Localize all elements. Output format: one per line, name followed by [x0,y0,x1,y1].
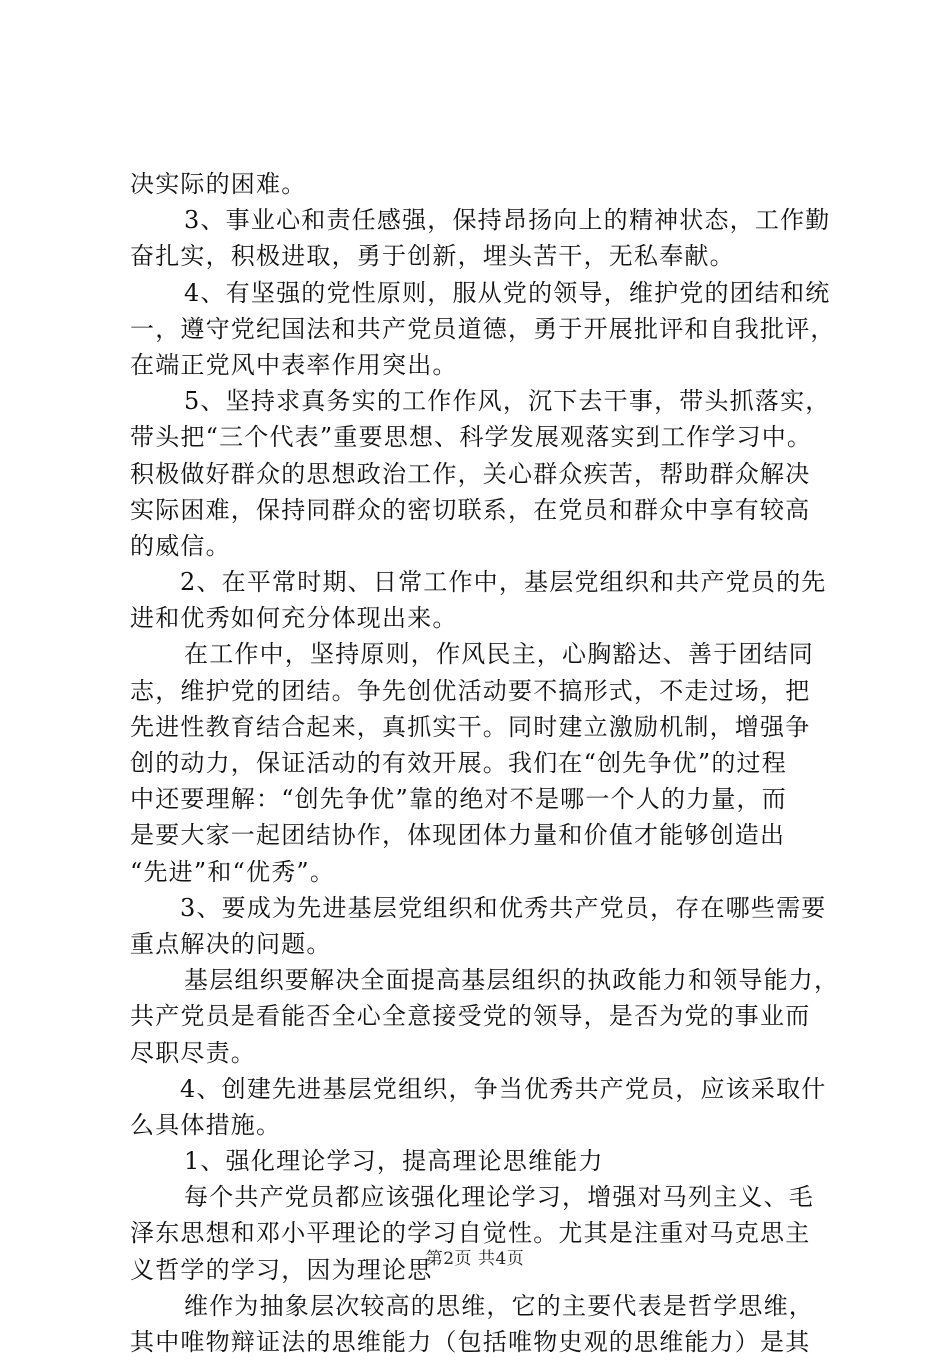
text-line-18: 中还要理解：“创先争优”靠的绝对不是哪一个人的力量，而 [130,785,787,814]
text-line-2: 3、事业心和责任感强，保持昂扬向上的精神状态，工作勤 [184,206,831,235]
text-line-31: 义哲学的学习，因为理论思 [130,1255,433,1284]
text-line-10: 实际困难，保持同群众的密切联系，在党员和群众中享有较高 [130,495,811,524]
page-footer: 第2页 共4页 [425,1249,525,1269]
text-line-33: 其中唯物辩证法的思维能力（包括唯物史观的思维能力）是其 [130,1328,811,1356]
document-body [130,166,840,1360]
text-line-20: “先进”和“优秀”。 [130,857,336,886]
text-line-11: 的威信。 [130,531,231,560]
text-line-9: 积极做好群众的思想政治工作，关心群众疾苦，帮助群众解决 [130,459,811,488]
text-line-14: 在工作中，坚持原则，作风民主，心胸豁达、善于团结同 [184,640,814,669]
text-line-15: 志，维护党的团结。争先创优活动要不搞形式，不走过场，把 [130,676,811,705]
text-line-30: 泽东思想和邓小平理论的学习自觉性。尤其是注重对马克思主 [130,1219,811,1248]
text-line-17: 创的动力，保证活动的有效开展。我们在“创先争优”的过程 [130,749,787,777]
text-line-19: 是要大家一起团结协作，体现团体力量和价值才能够创造出 [130,821,786,850]
text-line-21: 3、要成为先进基层党组织和优秀共产党员，存在哪些需要 [180,893,827,922]
text-line-24: 共产党员是看能否全心全意接受党的领导，是否为党的事业而 [130,1002,811,1031]
text-line-3: 奋扎实，积极进取，勇于创新，埋头苦干，无私奉献。 [130,242,735,271]
text-line-16: 先进性教育结合起来，真抓实干。同时建立激励机制，增强争 [130,712,811,741]
text-line-22: 重点解决的问题。 [130,929,332,958]
text-line-6: 在端正党风中表率作用突出。 [130,350,458,379]
text-line-7: 5、坚持求真务实的工作作风，沉下去干事，带头抓落实， [184,387,831,416]
text-line-5: 一，遵守党纪国法和共产党员道德，勇于开展批评和自我批评， [130,314,836,343]
text-line-23: 基层组织要解决全面提高基层组织的执政能力和领导能力， [184,966,840,995]
text-line-32: 维作为抽象层次较高的思维，它的主要代表是哲学思维， [184,1291,814,1320]
text-line-8: 带头把“三个代表”重要思想、科学发展观落实到工作学习中。 [130,423,813,452]
text-line-25: 尽职尽责。 [130,1038,256,1067]
text-line-29: 每个共产党员都应该强化理论学习，增强对马列主义、毛 [184,1183,814,1212]
text-line-1: 决实际的困难。 [130,170,307,198]
text-line-27: 么具体措施。 [130,1110,282,1139]
text-line-12: 2、在平常时期、日常工作中，基层党组织和共产党员的先 [180,568,827,597]
text-line-4: 4、有坚强的党性原则，服从党的领导，维护党的团结和统 [184,278,831,307]
text-line-28: 1、强化理论学习，提高理论思维能力 [184,1147,604,1176]
text-line-13: 进和优秀如何充分体现出来。 [130,604,458,633]
text-line-26: 4、创建先进基层党组织，争当优秀共产党员，应该采取什 [180,1074,827,1103]
